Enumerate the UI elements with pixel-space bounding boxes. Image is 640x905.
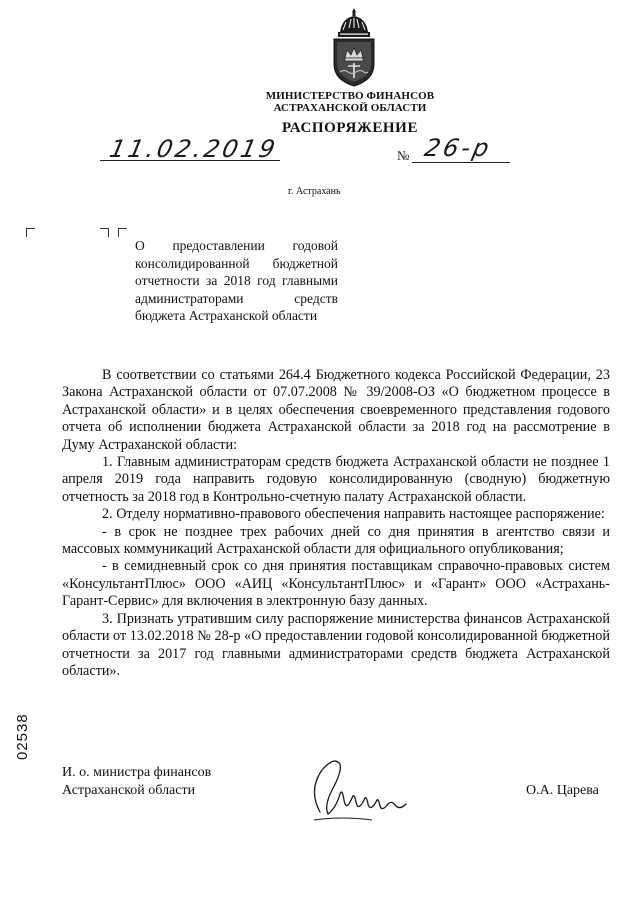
corner-bracket-top-left — [26, 228, 35, 237]
document-type-title: РАСПОРЯЖЕНИЕ — [281, 120, 419, 136]
handwritten-date: 11.02.2019 — [107, 135, 281, 163]
number-underline — [412, 162, 510, 163]
document-body — [62, 367, 610, 680]
handwritten-number: 26-р — [422, 134, 495, 162]
item-1-paragraph: 1. Главным администраторам средств бюджета Астраханской области не позднее 1 апреля 2019 года направить годовую консолидированную (сводную) бюджетную отчетность за 2018 год в Контрольно-счетную палату Астраханской области. — [62, 454, 610, 505]
item-2-paragraph: 2. Отделу нормативно-правового обеспечения направить настоящее распоряжение: — [102, 506, 605, 523]
intro-paragraph: В соответствии со статьями 264.4 Бюджетного кодекса Российской Федерации, 23 Закона Астраханской области от 07.07.2008 № 39/2008-ОЗ «О бюджетном процессе в Астраханской области» и в целях обеспечения своевременного представления годового отчета об исполнении бюджета Астраханской области за 2018 год на рассмотрение в Думу Астраханской области: — [62, 367, 610, 453]
city-name: г. Астрахань — [288, 186, 341, 197]
ministry-name — [230, 90, 470, 114]
signer-name: О.А. Царева — [526, 783, 599, 798]
signer-position — [62, 764, 211, 800]
date-underline — [100, 160, 280, 161]
coat-of-arms-emblem-icon — [326, 6, 382, 88]
registration-number: 02538 — [14, 713, 31, 760]
signer-position-line-1: И. о. министра финансов — [62, 765, 212, 780]
item-3-paragraph: 3. Признать утратившим силу распоряжение министерства финансов Астраханской области от 13.02.2018 № 28-р «О предоставлении годовой консолидированной бюджетной отчетности за 2017 год главными администраторами средств бюджета Астраханской области». — [62, 610, 610, 679]
corner-bracket-top-right — [100, 228, 109, 237]
signer-position-line-2: Астраханской области — [62, 783, 196, 798]
document-subject: О предоставлении годовой консолидированной бюджетной отчетности за 2018 год главными администраторами средств бюджета Астраханской области — [135, 238, 338, 323]
ministry-line-2: АСТРАХАНСКОЙ ОБЛАСТИ — [273, 102, 427, 114]
item-2a-paragraph: - в срок не позднее трех рабочих дней со дня принятия в агентство связи и массовых коммуникаций Астраханской области для официального опубликования; — [62, 523, 610, 558]
handwritten-signature-icon — [302, 750, 412, 830]
ministry-line-1: МИНИСТЕРСТВО ФИНАНСОВ — [265, 90, 435, 102]
corner-bracket-subject — [118, 228, 127, 237]
number-label: № — [397, 148, 410, 163]
item-2b-paragraph: - в семидневный срок со дня принятия поставщикам справочно-правовых систем «КонсультантПлюс» ООО «АИЦ «КонсультантПлюс» и «Гарант» ООО «Астрахань-Гарант-Сервис» для включения в электронную базу данных. — [62, 558, 610, 610]
